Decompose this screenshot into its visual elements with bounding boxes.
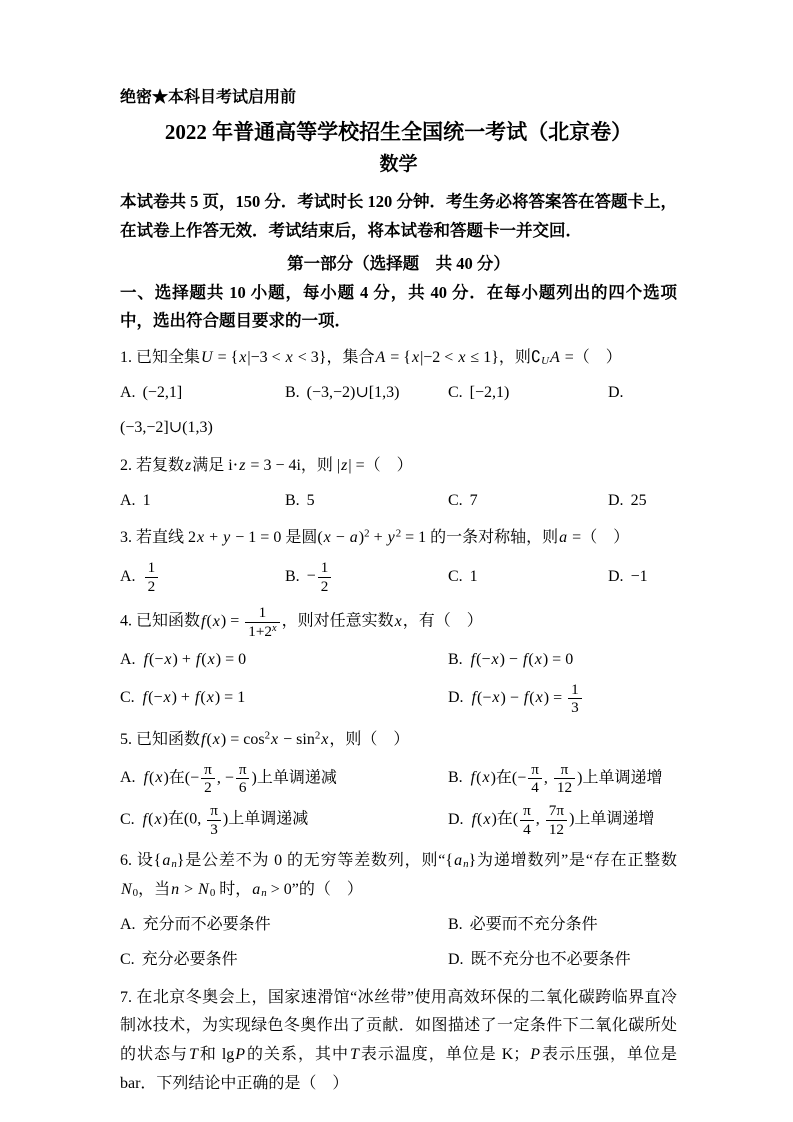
option-A <box>120 559 285 595</box>
text-token: 2. 若复数 <box>120 456 185 474</box>
text-token: 3 <box>571 699 579 717</box>
text-token: ( <box>528 650 534 668</box>
option-B <box>448 761 677 797</box>
fraction <box>546 802 567 838</box>
text-token: − sin <box>279 730 315 748</box>
text-token: , <box>543 769 552 787</box>
text-token: 满足 i⋅ <box>192 456 239 474</box>
question-5 <box>120 726 677 839</box>
text-token: | =（ ） <box>348 456 413 474</box>
text-token: 0 <box>132 887 139 900</box>
text-token: 表示压强，单位是 bar．下列结论中正确的是（ ） <box>120 1046 677 1092</box>
fraction <box>520 802 534 838</box>
option-D <box>448 681 677 717</box>
text-token: n <box>261 887 267 900</box>
text-token: 必要而不充分条件 <box>469 915 598 933</box>
fraction-numerator <box>568 681 582 698</box>
variable-token: f <box>471 689 477 707</box>
fraction-denominator <box>201 778 215 796</box>
fraction-denominator <box>318 577 332 595</box>
text-token: 0 <box>209 887 216 900</box>
text-token: 6 <box>238 778 247 796</box>
text-token: )上单调递减 <box>222 811 309 829</box>
variable-token: N <box>121 881 132 899</box>
question-stem <box>120 604 677 640</box>
option-label: D. <box>448 689 464 707</box>
text-token: 3. 若直线 2 <box>120 529 197 547</box>
text-token: =（ ） <box>560 349 622 367</box>
fraction-numerator <box>546 802 567 819</box>
text-token: }为递增数列”是“存在正整数 <box>468 852 677 870</box>
text-token: ( <box>206 612 212 630</box>
question-4 <box>120 604 677 717</box>
fraction-denominator <box>245 622 279 640</box>
text-token: ) = 0 <box>215 650 247 668</box>
variable-token: x <box>271 730 279 748</box>
text-token: 2 <box>364 527 370 540</box>
option-label: A. <box>120 567 136 585</box>
text-token: U <box>541 355 549 368</box>
text-token: |−3 < <box>247 349 285 367</box>
variable-token: x <box>239 349 247 367</box>
question-2 <box>120 452 677 516</box>
text-token: π <box>531 760 539 778</box>
text-token: )上单调递增 <box>569 811 655 829</box>
text-token: − 1 = 0 是圆( <box>231 529 323 547</box>
text-token: [−2,1) <box>469 384 510 402</box>
text-token: (− <box>477 689 492 707</box>
text-token: < 3}，集合 <box>293 349 375 367</box>
question-stem <box>120 524 677 553</box>
option-label: D. <box>608 491 624 509</box>
option-row <box>120 802 677 838</box>
option-row <box>120 911 677 940</box>
fraction-denominator <box>528 778 542 796</box>
variable-token: P <box>235 1046 246 1064</box>
option-A <box>120 911 448 940</box>
text-token: )上单调递减 <box>251 769 337 787</box>
text-token: ( <box>201 650 207 668</box>
text-token: ) <box>358 529 365 547</box>
variable-token: A <box>549 349 560 367</box>
option-label: C. <box>448 567 463 585</box>
text-token: = { <box>213 349 239 367</box>
option-D <box>608 563 677 592</box>
fraction-numerator <box>236 761 250 778</box>
option-label: D. <box>448 950 464 968</box>
option-B <box>285 379 448 408</box>
fraction-numerator <box>528 761 542 778</box>
fraction-numerator <box>207 802 221 819</box>
text-token: ) = <box>543 689 567 707</box>
option-label: A. <box>120 491 136 509</box>
variable-token: x <box>483 811 491 829</box>
option-label: B. <box>285 491 300 509</box>
text-token: 4 <box>531 778 539 796</box>
text-token: (− <box>148 689 163 707</box>
variable-token: x <box>163 689 171 707</box>
fraction-numerator <box>201 761 215 778</box>
text-token: π <box>204 760 212 778</box>
variable-token: f <box>470 650 476 668</box>
question-stem <box>120 344 677 373</box>
text-token: )在(− <box>163 769 200 787</box>
question-3 <box>120 524 677 595</box>
text-token: + <box>205 529 223 547</box>
variable-token: a <box>454 852 463 870</box>
fraction <box>145 559 159 595</box>
text-token: ( <box>476 769 482 787</box>
text-token: ( <box>206 730 212 748</box>
text-token: ) = 0 <box>542 650 574 668</box>
variable-token: x <box>207 650 215 668</box>
variable-token: x <box>154 811 162 829</box>
variable-token: y <box>387 529 395 547</box>
fraction <box>568 681 582 717</box>
exam-title: 2022 年普通高等学校招生全国统一考试（北京卷） <box>164 120 633 144</box>
text-token: 1 <box>469 567 478 585</box>
text-token: ) = 1 <box>214 689 246 707</box>
text-token: }是公差不为 0 的无穷等差数列，则“{ <box>176 852 454 870</box>
text-token: ，则（ ） <box>329 730 410 748</box>
variable-token: x <box>394 612 402 630</box>
option-D <box>608 379 677 408</box>
security-classification: 绝密★本科目考试启用前 <box>120 89 297 106</box>
text-token: 1 <box>258 604 267 622</box>
question-6 <box>120 847 677 974</box>
part1-heading: 第一部分（选择题 共 40 分） <box>287 253 510 273</box>
variable-token: x <box>164 650 172 668</box>
variable-token: x <box>482 769 490 787</box>
fraction <box>528 761 542 797</box>
variable-token: x <box>197 529 205 547</box>
text-token: = 3 − 4i，则 | <box>246 456 341 474</box>
text-token: 1 <box>147 559 156 577</box>
variable-token: a <box>559 529 568 547</box>
option-label: C. <box>120 811 135 829</box>
text-token: 充分而不必要条件 <box>142 915 271 933</box>
text-token: 4. 已知函数 <box>120 612 201 630</box>
option-label: C. <box>448 491 463 509</box>
text-token: 的关系，其中 <box>246 1046 349 1064</box>
text-token: x <box>272 622 277 634</box>
fraction-denominator <box>236 778 250 796</box>
option-row <box>120 646 677 675</box>
option-C <box>448 563 608 592</box>
text-token: (− <box>149 650 164 668</box>
option-row <box>120 379 677 408</box>
option-label: D. <box>608 384 624 402</box>
option-label: B. <box>285 567 300 585</box>
variable-token: T <box>349 1046 359 1064</box>
variable-token: x <box>155 769 163 787</box>
text-token: ，则对任意实数 <box>281 612 394 630</box>
variable-token: f <box>194 689 200 707</box>
text-token: ) + <box>171 689 194 707</box>
variable-token: z <box>341 456 348 474</box>
variable-token: z <box>239 456 246 474</box>
variable-token: f <box>143 650 149 668</box>
variable-token: x <box>458 349 466 367</box>
text-token: n <box>463 858 469 871</box>
option-B <box>285 559 448 595</box>
text-token: ( <box>529 689 535 707</box>
variable-token: N <box>198 881 209 899</box>
text-token: − <box>306 567 316 585</box>
variable-token: f <box>523 689 529 707</box>
fraction-numerator <box>558 761 572 778</box>
option-label: B. <box>448 769 463 787</box>
variable-token: y <box>223 529 231 547</box>
text-token: ) + <box>172 650 195 668</box>
variable-token: x <box>534 650 542 668</box>
text-token: 既不充分也不必要条件 <box>470 950 631 968</box>
variable-token: f <box>201 730 206 748</box>
option-label: D. <box>608 567 624 585</box>
text-token: |−2 < <box>420 349 458 367</box>
option-row <box>120 414 677 443</box>
exam-instructions: 本试卷共 5 页，150 分．考试时长 120 分钟．考生务必将答案答在答题卡上，在试卷上作答无效．考试结束后，将本试卷和答题卡一并交回． <box>120 192 677 240</box>
text-token: (−3,−2)∪[1,3) <box>306 384 400 402</box>
question-stem <box>120 726 677 755</box>
option-C <box>120 802 448 838</box>
text-token: (−3,−2]∪(1,3) <box>120 418 213 436</box>
text-token: 和 lg <box>198 1046 235 1064</box>
option-A <box>120 487 285 516</box>
option-A <box>120 646 448 675</box>
text-token: )在(− <box>490 769 527 787</box>
text-token: ( <box>477 811 483 829</box>
option-label: A. <box>120 915 136 933</box>
variable-token: f <box>201 612 206 630</box>
variable-token: f <box>471 811 477 829</box>
option-label: C. <box>448 384 463 402</box>
text-token: 5 <box>306 491 315 509</box>
text-token: 3 <box>210 820 218 838</box>
variable-token: f <box>142 689 148 707</box>
option-C <box>448 379 608 408</box>
question-stem <box>120 847 677 905</box>
variable-token: f <box>195 650 201 668</box>
option-D <box>448 802 677 838</box>
text-token: π <box>238 760 247 778</box>
fraction-numerator <box>256 604 270 621</box>
text-token: 时， <box>215 881 252 899</box>
text-token: =（ ） <box>568 529 630 547</box>
option-label: B. <box>448 650 463 668</box>
text-token: ≤ 1}，则∁ <box>466 349 542 367</box>
variable-token: x <box>321 730 329 748</box>
variable-token: A <box>375 349 386 367</box>
option-label: A. <box>120 769 136 787</box>
option-C <box>448 487 608 516</box>
option-row <box>120 681 677 717</box>
text-token: n <box>171 858 177 871</box>
text-token: 5. 已知函数 <box>120 730 201 748</box>
text-token: 表示温度，单位是 K； <box>359 1046 530 1064</box>
option-C <box>120 684 448 713</box>
text-token: 1 <box>142 491 151 509</box>
fraction <box>245 604 279 640</box>
variable-token: T <box>188 1046 198 1064</box>
option-row <box>120 946 677 975</box>
variable-token: a <box>349 529 358 547</box>
text-token: 12 <box>556 778 573 796</box>
text-token: ( <box>148 811 154 829</box>
fraction-denominator <box>554 778 575 796</box>
question-1 <box>120 344 677 442</box>
text-token: > <box>180 881 198 899</box>
fraction-denominator <box>520 820 534 838</box>
text-token: ) = <box>220 612 244 630</box>
variable-token: a <box>162 852 171 870</box>
variable-token: x <box>212 612 220 630</box>
text-token: )在( <box>491 811 519 829</box>
variable-token: x <box>323 529 331 547</box>
option-row <box>120 761 677 797</box>
text-token: 4 <box>523 820 531 838</box>
text-token: + <box>369 529 387 547</box>
fraction-denominator <box>568 698 582 716</box>
option-B <box>448 911 677 940</box>
option-D <box>448 946 677 975</box>
option-label: C. <box>120 950 135 968</box>
text-token: (−2,1] <box>142 384 183 402</box>
text-token: ，当 <box>138 881 171 899</box>
text-token: 6. 设{ <box>120 852 162 870</box>
text-token: ) = cos <box>220 730 265 748</box>
text-token: 2 <box>320 577 329 595</box>
fraction <box>236 761 250 797</box>
fraction <box>207 802 221 838</box>
text-token: , − <box>216 769 234 787</box>
text-token: 1 <box>320 559 329 577</box>
text-token: 1. 已知全集 <box>120 349 201 367</box>
text-token: = 1 的一条对称轴，则 <box>401 529 559 547</box>
variable-token: P <box>530 1046 541 1064</box>
option-D <box>608 487 677 516</box>
option-A <box>120 379 285 408</box>
text-token: = { <box>386 349 411 367</box>
fraction <box>318 559 332 595</box>
fraction-denominator <box>207 820 221 838</box>
text-token: > 0”的（ ） <box>266 881 363 899</box>
text-token: π <box>523 802 531 820</box>
text-token: 7 <box>469 491 478 509</box>
text-token: 充分必要条件 <box>141 950 238 968</box>
text-token: 1 <box>571 680 579 698</box>
text-token: )上单调递增 <box>577 769 663 787</box>
option-A <box>120 761 448 797</box>
option-label: A. <box>120 650 136 668</box>
question-7 <box>120 984 677 1099</box>
option-continuation <box>120 414 677 443</box>
text-token: 25 <box>630 491 647 509</box>
option-C <box>120 946 448 975</box>
variable-token: f <box>142 811 148 829</box>
fraction <box>554 761 575 797</box>
text-token: 1+2 <box>248 622 273 640</box>
text-token: 7. 在北京冬奥会上，国家速滑馆“冰丝带”使用高效环保的二氧化碳跨临界直冷制冰技术，为实现绿色冬奥作出了贡献．如图描述了一定条件下二氧化碳所处的状态与 <box>120 988 677 1064</box>
text-token: ) − <box>500 689 523 707</box>
text-token: 7π <box>548 802 565 820</box>
variable-token: f <box>143 769 149 787</box>
option-label: C. <box>120 689 135 707</box>
text-token: , <box>535 811 544 829</box>
variable-token: a <box>252 881 261 899</box>
text-token: − <box>331 529 349 547</box>
question-stem <box>120 984 677 1099</box>
option-row <box>120 487 677 516</box>
text-token: 12 <box>548 820 565 838</box>
option-label: D. <box>448 811 464 829</box>
option-row <box>120 559 677 595</box>
option-label: B. <box>448 915 463 933</box>
variable-token: x <box>206 689 214 707</box>
fraction-denominator <box>145 577 159 595</box>
text-token: 2 <box>204 778 212 796</box>
option-label: A. <box>120 384 136 402</box>
text-token: ) − <box>499 650 522 668</box>
text-token: ( <box>149 769 155 787</box>
variable-token: f <box>522 650 528 668</box>
text-token: 2 <box>147 577 156 595</box>
text-token: π <box>210 802 218 820</box>
text-token: 2 <box>264 729 271 742</box>
variable-token: n <box>171 881 180 899</box>
fraction <box>201 761 215 797</box>
text-token: 2 <box>395 527 402 540</box>
text-token: )在(0, <box>162 811 206 829</box>
variable-token: x <box>535 689 543 707</box>
text-token: ，有（ ） <box>402 612 483 630</box>
variable-token: x <box>212 730 220 748</box>
fraction-numerator <box>145 559 159 576</box>
option-label: B. <box>285 384 300 402</box>
text-token: ( <box>200 689 206 707</box>
fraction-numerator <box>520 802 534 819</box>
option-B <box>285 487 448 516</box>
section1-instructions: 一、选择题共 10 小题，每小题 4 分，共 40 分．在每小题列出的四个选项中，选出符合题目要求的一项． <box>120 283 677 331</box>
text-token: (− <box>476 650 491 668</box>
exam-subject: 数学 <box>379 154 418 176</box>
fraction-denominator <box>546 820 567 838</box>
variable-token: x <box>492 689 500 707</box>
variable-token: U <box>201 349 213 367</box>
variable-token: z <box>185 456 192 474</box>
variable-token: x <box>285 349 293 367</box>
fraction-numerator <box>318 559 332 576</box>
variable-token: x <box>491 650 499 668</box>
variable-token: f <box>470 769 476 787</box>
text-token: −1 <box>630 567 648 585</box>
question-list <box>120 344 677 1098</box>
variable-token: x <box>411 349 420 367</box>
text-token: 2 <box>314 729 321 742</box>
text-token: π <box>560 760 569 778</box>
option-B <box>448 646 677 675</box>
question-stem <box>120 452 677 481</box>
